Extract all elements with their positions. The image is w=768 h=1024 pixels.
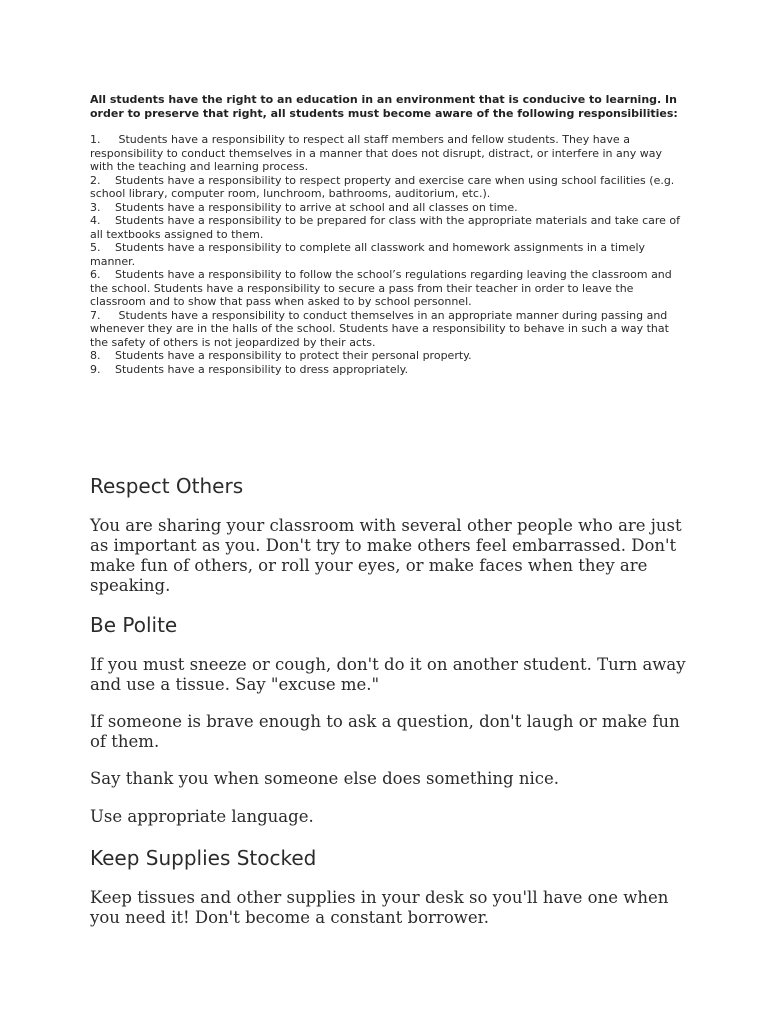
- responsibilities-list: [90, 133, 680, 376]
- list-item-text: Students have a responsibility to conduct themselves in an appropriate manner during passing and whenever they are in the halls of the school. Students have a responsibility to behave in such a way that the safety of others is not jeopardized by their acts.: [90, 308, 669, 349]
- list-item: [90, 363, 680, 377]
- list-item-text: Students have a responsibility to complete all classwork and homework assignments in a timely manner.: [90, 241, 646, 268]
- section-respect-others: [90, 474, 690, 596]
- paragraph: You are sharing your classroom with several other people who are just as important as you. Don't try to make others feel embarrassed. Don't make fun of others, or roll your eyes, or make faces when they are speaking.: [90, 516, 682, 595]
- paragraph: If you must sneeze or cough, don't do it on another student. Turn away and use a tissue. Say "excuse me.": [90, 655, 686, 694]
- section-be-polite: [90, 613, 690, 827]
- list-item-text: Students have a responsibility to follow the school’s regulations regarding leaving the classroom and the school. Students have a responsibility to secure a pass from their teacher in order to leave the classroom and to show that pass when asked to by school personnel.: [90, 268, 672, 309]
- list-item-text: Students have a responsibility to protect their personal property.: [115, 349, 472, 363]
- paragraph: Say thank you when someone else does something nice.: [90, 769, 559, 788]
- list-item: [90, 174, 680, 201]
- paragraph: Use appropriate language.: [90, 807, 314, 826]
- list-item: [90, 133, 680, 174]
- list-item-text: Students have a responsibility to respect property and exercise care when using school facilities (e.g. school library, computer room, lunchroom, bathrooms, auditorium, etc.).: [90, 173, 675, 201]
- section-keep-supplies-stocked: [90, 846, 690, 928]
- responsibilities-block: [90, 93, 680, 376]
- list-item-text: Students have a responsibility to dress appropriately.: [115, 362, 409, 376]
- list-item-number: 8.: [90, 349, 101, 363]
- list-item-text: Students have a responsibility to respect all staff members and fellow students. They have a responsibility to conduct themselves in a manner that does not disrupt, distract, or interfere in any way with the teaching and learning process.: [90, 133, 662, 174]
- section-heading: Respect Others: [90, 474, 244, 498]
- list-item-number: 9.: [90, 362, 101, 376]
- list-item: [90, 268, 680, 309]
- list-item-number: 6.: [90, 268, 101, 282]
- section-heading: Keep Supplies Stocked: [90, 846, 317, 870]
- intro-paragraph: All students have the right to an education in an environment that is conducive to learning. In order to preserve that right, all students must become aware of the following responsibilities:: [90, 93, 678, 120]
- list-item: [90, 214, 680, 241]
- paragraph: Keep tissues and other supplies in your desk so you'll have one when you need it! Don't become a constant borrower.: [90, 888, 669, 927]
- list-item: [90, 201, 680, 215]
- list-item-number: 4.: [90, 214, 101, 228]
- paragraph: If someone is brave enough to ask a question, don't laugh or make fun of them.: [90, 712, 680, 751]
- list-item: [90, 309, 680, 350]
- list-item-text: Students have a responsibility to be prepared for class with the appropriate materials and take care of all textbooks assigned to them.: [90, 214, 681, 241]
- list-item-text: Students have a responsibility to arrive at school and all classes on time.: [115, 200, 518, 214]
- list-item-number: 1.: [90, 133, 101, 147]
- list-item-number: 3.: [90, 200, 101, 214]
- list-item-number: 2.: [90, 173, 101, 187]
- list-item: [90, 241, 680, 268]
- list-item-number: 7.: [90, 308, 101, 322]
- list-item-number: 5.: [90, 241, 101, 255]
- section-heading: Be Polite: [90, 613, 178, 637]
- list-item: [90, 349, 680, 363]
